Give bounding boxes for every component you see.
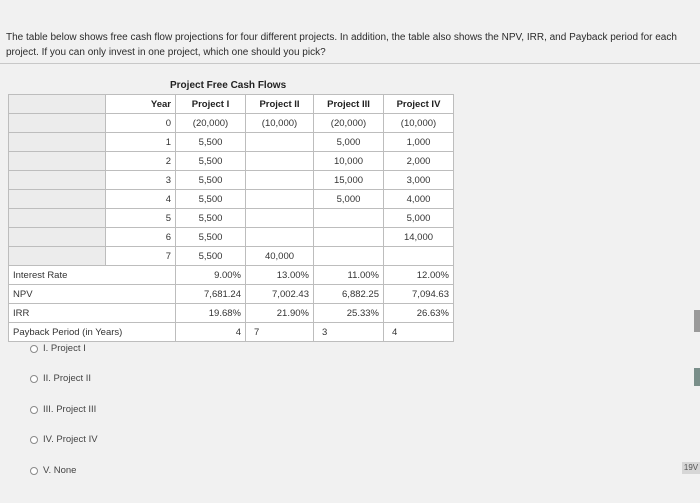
table-cell: 5,500 <box>176 171 246 190</box>
table-cell: 3,000 <box>384 171 454 190</box>
table-cell: 7,681.24 <box>176 285 246 304</box>
choice-project-iii[interactable] <box>30 404 96 415</box>
choice-project-ii[interactable] <box>30 373 91 384</box>
table-cell: 4 <box>176 323 246 342</box>
table-cell: 7,002.43 <box>246 285 314 304</box>
table-cell: Project I <box>176 95 246 114</box>
table-cell: 5,000 <box>314 133 384 152</box>
table-cell: 1,000 <box>384 133 454 152</box>
radio-button[interactable] <box>30 406 38 414</box>
table-cell: 26.63% <box>384 304 454 323</box>
table-cell: 7 <box>106 247 176 266</box>
table-cell: 19.68% <box>176 304 246 323</box>
table-cell: IRR <box>9 304 176 323</box>
table-cell: 12.00% <box>384 266 454 285</box>
table-cell: 5,500 <box>176 228 246 247</box>
table-cell: Project IV <box>384 95 454 114</box>
table-cell: Year <box>106 95 176 114</box>
table-cell: 5,000 <box>314 190 384 209</box>
question-text: The table below shows free cash flow projections for four different projects. In addition, the table also shows the NPV, IRR, and Payback period for each project. If you can only invest in one project, which one should you pick? <box>6 32 677 58</box>
table-cell: (20,000) <box>176 114 246 133</box>
table-cell: Project III <box>314 95 384 114</box>
table-cell: 14,000 <box>384 228 454 247</box>
table-cell: 7,094.63 <box>384 285 454 304</box>
table-cell: 5,500 <box>176 133 246 152</box>
table-cell: 5,500 <box>176 209 246 228</box>
table-cell: 2 <box>106 152 176 171</box>
radio-button[interactable] <box>30 345 38 353</box>
choice-label: I. Project I <box>43 343 86 354</box>
table-cell: 40,000 <box>246 247 314 266</box>
side-tab <box>694 310 700 332</box>
table-cell: Project II <box>246 95 314 114</box>
table-cell: 5,000 <box>384 209 454 228</box>
answer-choices <box>30 0 330 503</box>
table-cell: 5,500 <box>176 190 246 209</box>
table-cell: (10,000) <box>384 114 454 133</box>
table-cell: (20,000) <box>314 114 384 133</box>
table-cell: 3 <box>314 323 384 342</box>
table-cell: Interest Rate <box>9 266 176 285</box>
radio-button[interactable] <box>30 375 38 383</box>
table-cell: 6 <box>106 228 176 247</box>
table-cell: 7 <box>246 323 314 342</box>
table-cell: 1 <box>106 133 176 152</box>
table-cell: 9.00% <box>176 266 246 285</box>
choice-label: II. Project II <box>43 373 92 384</box>
table-cell: 3 <box>106 171 176 190</box>
table-cell: 21.90% <box>246 304 314 323</box>
table-cell: 15,000 <box>314 171 384 190</box>
table-cell: 6,882.25 <box>314 285 384 304</box>
table-cell: NPV <box>9 285 176 304</box>
choice-label: III. Project III <box>43 404 97 415</box>
radio-button[interactable] <box>30 467 38 475</box>
choice-none[interactable] <box>30 465 76 476</box>
table-cell: 2,000 <box>384 152 454 171</box>
edge-badge: 19V <box>683 463 699 472</box>
table-cell <box>384 247 454 266</box>
choice-project-i[interactable] <box>30 343 86 354</box>
table-cell: 25.33% <box>314 304 384 323</box>
table-cell: 5,500 <box>176 247 246 266</box>
table-cell: 0 <box>106 114 176 133</box>
table-title: Project Free Cash Flows <box>170 80 287 91</box>
table-cell: 11.00% <box>314 266 384 285</box>
table-cell: Payback Period (in Years) <box>9 323 176 342</box>
table-cell: (10,000) <box>246 114 314 133</box>
table-cell: 10,000 <box>314 152 384 171</box>
table-cell: 4,000 <box>384 190 454 209</box>
choice-project-iv[interactable] <box>30 434 98 445</box>
radio-button[interactable] <box>30 436 38 444</box>
side-tab <box>694 368 700 386</box>
table-cell: 4 <box>384 323 454 342</box>
table-cell: 13.00% <box>246 266 314 285</box>
choice-label: V. None <box>43 465 77 476</box>
choice-label: IV. Project IV <box>43 434 98 445</box>
table-cell: 4 <box>106 190 176 209</box>
table-cell: 5,500 <box>176 152 246 171</box>
table-cell: 5 <box>106 209 176 228</box>
